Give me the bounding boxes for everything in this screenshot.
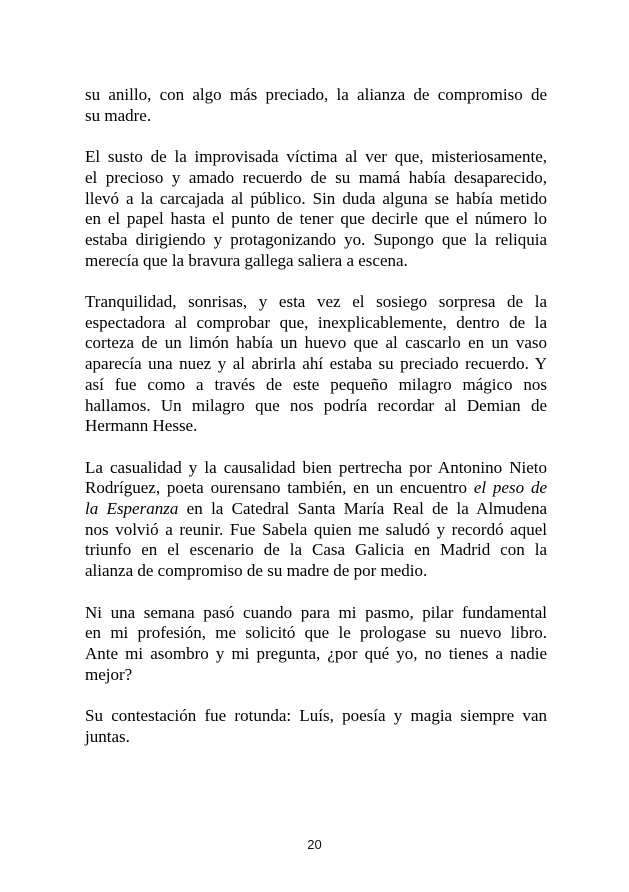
text-line — [85, 333, 547, 354]
page-number: 20 — [307, 837, 322, 852]
text-segment: El susto de la improvisada víctima al ver que, misteriosamente, — [85, 147, 547, 167]
text-line — [85, 209, 547, 230]
text-segment: triunfo en el escenario de la Casa Galicia en Madrid con la — [85, 540, 547, 560]
text-line — [85, 561, 547, 582]
text-line — [85, 478, 547, 499]
text-segment: así fue como a través de este pequeño milagro mágico nos — [85, 374, 547, 394]
text-line — [85, 189, 547, 210]
italic-text-segment: el peso de — [473, 478, 547, 498]
text-line — [85, 665, 547, 686]
text-segment: Su contestación fue rotunda: Luís, poesía y magia siempre van — [85, 706, 547, 726]
text-segment: nos volvió a reunir. Fue Sabela quien me saludó y recordó aquel — [85, 519, 547, 539]
text-segment: Hermann Hesse. — [85, 416, 198, 436]
text-segment: Ante mi asombro y mi pregunta, ¿por qué yo, no tienes a nadie — [85, 643, 547, 663]
text-segment: en mi profesión, me solicitó que le prologase su nuevo libro. — [85, 623, 547, 643]
text-line — [85, 540, 547, 561]
text-line — [85, 375, 547, 396]
paragraph — [85, 147, 547, 271]
text-line — [85, 458, 547, 479]
text-line — [85, 603, 547, 624]
text-segment: La casualidad y la causalidad bien pertrecha por Antonino Nieto — [85, 457, 547, 477]
text-line — [85, 168, 547, 189]
text-segment: hallamos. Un milagro que nos podría recordar al Demian de — [85, 395, 547, 415]
text-line — [85, 354, 547, 375]
text-segment: el precioso y amado recuerdo de su mamá había desaparecido, — [85, 167, 547, 187]
text-segment: corteza de un limón había un huevo que al cascarlo en un vaso — [85, 333, 547, 353]
text-segment: Rodríguez, poeta ourensano también, en un encuentro — [85, 478, 474, 498]
text-line — [85, 85, 547, 106]
paragraph — [85, 85, 547, 126]
text-segment: merecía que la bravura gallega saliera a escena. — [85, 250, 408, 270]
text-line — [85, 623, 547, 644]
text-segment: llevó a la carcajada al público. Sin duda alguna se había metido — [85, 188, 547, 208]
text-line — [85, 520, 547, 541]
paragraph — [85, 458, 547, 582]
text-segment: juntas. — [85, 726, 130, 746]
text-segment: Ni una semana pasó cuando para mi pasmo, pilar fundamental — [85, 602, 547, 622]
paragraph — [85, 706, 547, 747]
text-line — [85, 416, 547, 437]
text-line — [85, 644, 547, 665]
paragraph — [85, 292, 547, 437]
text-line — [85, 292, 547, 313]
text-line — [85, 499, 547, 520]
text-line — [85, 147, 547, 168]
text-segment: Tranquilidad, sonrisas, y esta vez el sosiego sorpresa de la — [85, 292, 547, 311]
text-segment: espectadora al comprobar que, inexplicablemente, dentro de la — [85, 312, 547, 332]
text-line — [85, 706, 547, 727]
text-line — [85, 230, 547, 251]
text-segment: su anillo, con algo más preciado, la alianza de compromiso de — [85, 85, 547, 104]
text-line — [85, 251, 547, 272]
text-line — [85, 396, 547, 417]
text-segment: en el papel hasta el punto de tener que decirle que el número lo — [85, 209, 547, 229]
text-line — [85, 727, 547, 748]
text-line — [85, 106, 547, 127]
text-segment: en la Catedral Santa María Real de la Almudena — [178, 499, 547, 519]
text-segment: su madre. — [85, 105, 152, 125]
page-text — [85, 85, 547, 768]
text-segment: alianza de compromiso de su madre de por medio. — [85, 561, 428, 581]
text-segment: estaba dirigiendo y protagonizando yo. Supongo que la reliquia — [85, 229, 547, 249]
text-segment: aparecía una nuez y al abrirla ahí estaba su preciado recuerdo. Y — [85, 354, 547, 374]
paragraph — [85, 603, 547, 686]
text-line — [85, 313, 547, 334]
italic-text-segment: la Esperanza — [85, 499, 179, 519]
text-segment: mejor? — [85, 664, 133, 684]
